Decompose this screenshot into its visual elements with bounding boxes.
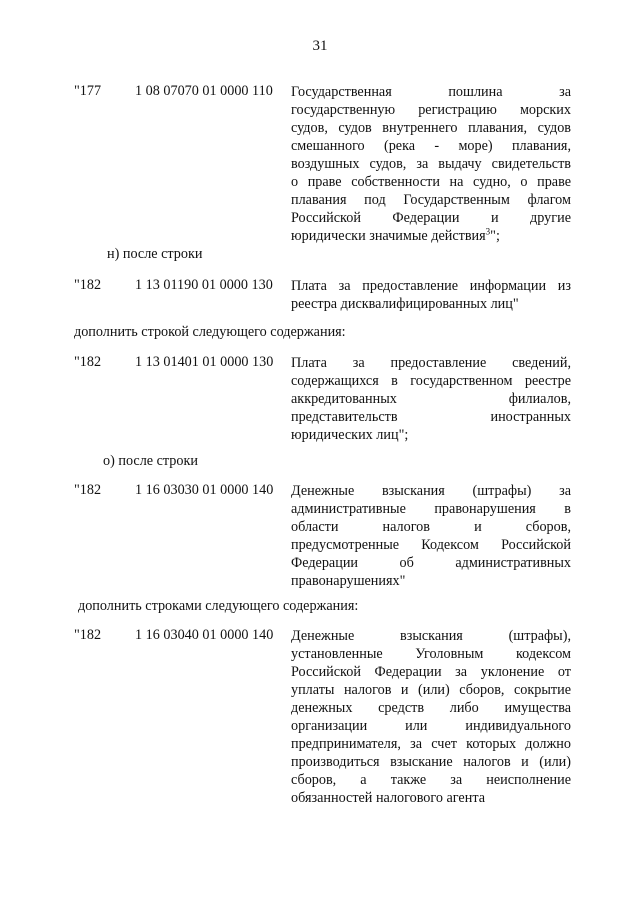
description-line: организации или индивидуального [291, 718, 571, 734]
paragraph-instruction: дополнить строкой следующего содержания: [74, 324, 346, 340]
budget-classification-code: 1 13 01401 01 0000 130 [135, 354, 274, 370]
description-line: аккредитованных филиалов, [291, 391, 571, 407]
description-line: представительств иностранных [291, 409, 571, 425]
description-line: денежных средств либо имущества [291, 700, 571, 716]
paragraph-instruction: дополнить строками следующего содержания: [78, 598, 359, 614]
admin-code: "182 [74, 627, 102, 643]
closing-quote: "; [490, 228, 500, 244]
description-line: о праве собственности на судно, о праве [291, 174, 571, 190]
admin-code: "177 [74, 83, 102, 99]
description-line: предусмотренные Кодексом Российской [291, 537, 571, 553]
income-description [291, 627, 571, 807]
budget-classification-code: 1 08 07070 01 0000 110 [135, 83, 273, 99]
description-line [291, 227, 571, 245]
income-description [291, 277, 571, 313]
description-text: юридически значимые действия [291, 228, 486, 244]
description-line: установленные Уголовным кодексом [291, 646, 571, 662]
description-line: Федерации об административных [291, 555, 571, 571]
description-line: правонарушениях" [291, 573, 406, 589]
description-line: Российской Федерации за уклонение от [291, 664, 571, 680]
admin-code: "182 [74, 354, 102, 370]
budget-classification-code: 1 16 03040 01 0000 140 [135, 627, 274, 643]
description-line: Российской Федерации и другие [291, 210, 571, 226]
description-line: уплаты налогов и (или) сборов, сокрытие [291, 682, 571, 698]
admin-code: "182 [74, 482, 102, 498]
paragraph-instruction: н) после строки [107, 246, 203, 262]
description-line: Государственная пошлина за [291, 84, 571, 100]
footnote-marker: 3 [485, 226, 491, 237]
budget-classification-code: 1 13 01190 01 0000 130 [135, 277, 273, 293]
description-line: Денежные взыскания (штрафы) за [291, 483, 571, 499]
admin-code: "182 [74, 277, 102, 293]
income-description [291, 83, 571, 245]
income-description [291, 354, 571, 444]
description-line: содержащихся в государственном реестре [291, 373, 571, 389]
description-line: воздушных судов, за выдачу свидетельств [291, 156, 571, 172]
description-line: Плата за предоставление информации из [291, 278, 571, 294]
description-line: юридических лиц"; [291, 427, 409, 443]
description-line: Плата за предоставление сведений, [291, 355, 571, 371]
description-line: смешанного (река - море) плавания, [291, 138, 571, 154]
budget-classification-code: 1 16 03030 01 0000 140 [135, 482, 274, 498]
description-line: административные правонарушения в [291, 501, 571, 517]
description-line: государственную регистрацию морских [291, 102, 571, 118]
description-line: обязанностей налогового агента [291, 790, 485, 806]
paragraph-instruction: о) после строки [103, 453, 198, 469]
description-line: реестра дисквалифицированных лиц" [291, 296, 519, 312]
description-line: сборов, а также за неисполнение [291, 772, 571, 788]
page-number: 31 [312, 38, 328, 54]
description-line: плавания под Государственным флагом [291, 192, 571, 208]
description-line: области налогов и сборов, [291, 519, 571, 535]
income-description [291, 482, 571, 590]
description-line: Денежные взыскания (штрафы), [291, 628, 571, 644]
description-line: судов, судов внутреннего плавания, судов [291, 120, 571, 136]
description-line: предпринимателя, за счет которых должно [291, 736, 571, 752]
description-line: производиться взыскание налогов и (или) [291, 754, 571, 770]
